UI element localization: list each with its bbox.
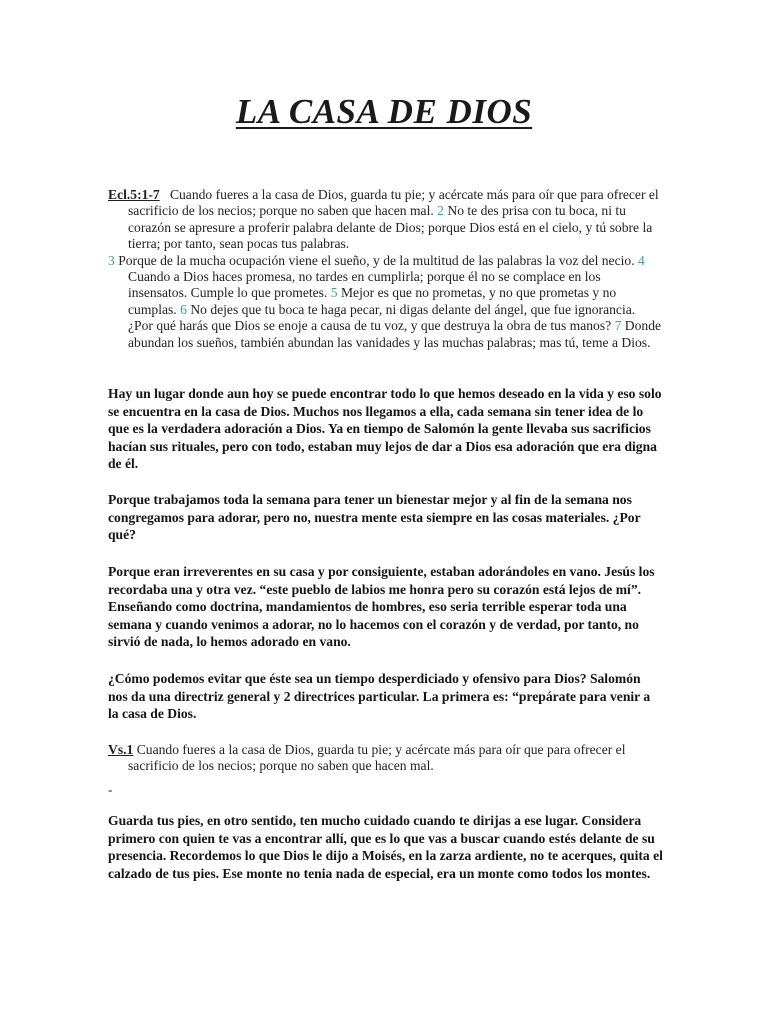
verse-quote-block — [108, 742, 663, 775]
verse-number-6: 6 — [180, 301, 187, 317]
verse-quote-text: Cuando fueres a la casa de Dios, guarda tu pie; y acércate más para oír que para ofrecer el sacrificio de los necios; porque no saben que hacen mal. — [128, 742, 626, 774]
verse-reference: Vs.1 — [108, 742, 134, 757]
passage-block-2 — [108, 253, 663, 351]
verse-text-1: Cuando fueres a la casa de Dios, guarda tu pie; y acércate más para oír que para ofrecer el sacrificio de los necios; porque no saben que hacen mal. — [128, 187, 659, 219]
verse-number-3: 3 — [108, 252, 115, 268]
scripture-passage — [108, 187, 663, 351]
verse-text-7: Donde abundan los sueños, también abundan las vanidades y las muchas palabras; mas tú, teme a Dios. — [128, 318, 662, 350]
body-paragraph: Hay un lugar donde aun hoy se puede encontrar todo lo que hemos deseado en la vida y eso solo se encuentra en la casa de Dios. Muchos nos llegamos a ella, cada semana sin tener idea de lo que es la verdadera adoración a Dios. Ya en tiempo de Salomón la gente llevaba sus sacrificios hacían sus rituales, pero con todo, estaban muy lejos de dar a Dios esa adoración que era digna de él. — [108, 386, 662, 472]
passage-block-1 — [108, 187, 663, 253]
verse-number-2: 2 — [437, 203, 444, 219]
verse-text-3: Porque de la mucha ocupación viene el sueño, y de la multitud de las palabras la voz del necio. — [118, 252, 635, 268]
final-paragraph: Guarda tus pies, en otro sentido, ten mucho cuidado cuando te dirijas a ese lugar. Considera primero con quien te vas a encontrar allí, que es lo que vas a buscar cuando estés delante de su presencia. Recordemos lo que Dios le dijo a Moisés, en la zarza ardiente, no te acerques, quita el calzado de tus pies. Ese monte no tenia nada de especial, era un monte como todos los montes. — [108, 813, 663, 881]
scripture-reference: Ecl.5:1-7 — [108, 187, 160, 202]
body-paragraph: Porque trabajamos toda la semana para tener un bienestar mejor y al fin de la semana nos congregamos para adorar, pero no, nuestra mente esta siempre en las cosas materiales. ¿Por qué? — [108, 492, 641, 543]
verse-text-2: No te des prisa con tu boca, ni tu corazón se apresure a proferir palabra delante de Dios; porque Dios está en el cielo, y tú sobre la tierra; por tanto, sean pocas tus palabras. — [128, 203, 653, 252]
page-title: LA CASA DE DIOS — [235, 92, 533, 131]
verse-number-4: 4 — [638, 252, 645, 268]
body-paragraph: Porque eran irreverentes en su casa y por consiguiente, estaban adorándoles en vano. Jesús los recordaba una y otra vez. “este pueblo de labios me honra pero su corazón está lejos de mí”. Enseñando como doctrina, mandamientos de hombres, eso seria terrible esperar toda una semana y cuando venimos a adorar, no lo hacemos con el corazón y de verdad, por tanto, no sirvió de nada, lo hemos adorado en vano. — [108, 564, 655, 650]
verse-number-7: 7 — [614, 318, 622, 334]
separator-dash: - — [108, 782, 113, 797]
verse-text-4: Cuando a Dios haces promesa, no tardes en cumplirla; porque él no se complace en los insensatos. Cumple lo que prometes. — [128, 269, 601, 301]
verse-number-5: 5 — [330, 285, 338, 301]
verse-text-6: No dejes que tu boca te haga pecar, ni digas delante del ángel, que fue ignorancia. ¿Por qué harás que Dios se enoje a causa de tu voz, y que destruya la obra de tus manos? — [128, 301, 636, 334]
verse-quote — [108, 742, 663, 775]
verse-text-5: Mejor es que no prometas, y no que prometas y no cumplas. — [128, 285, 617, 317]
body-paragraph: ¿Cómo podemos evitar que éste sea un tiempo desperdiciado y ofensivo para Dios? Salomón nos da una directriz general y 2 directrices particular. La primera es: “prepárate para venir a la casa de Dios. — [108, 671, 651, 722]
